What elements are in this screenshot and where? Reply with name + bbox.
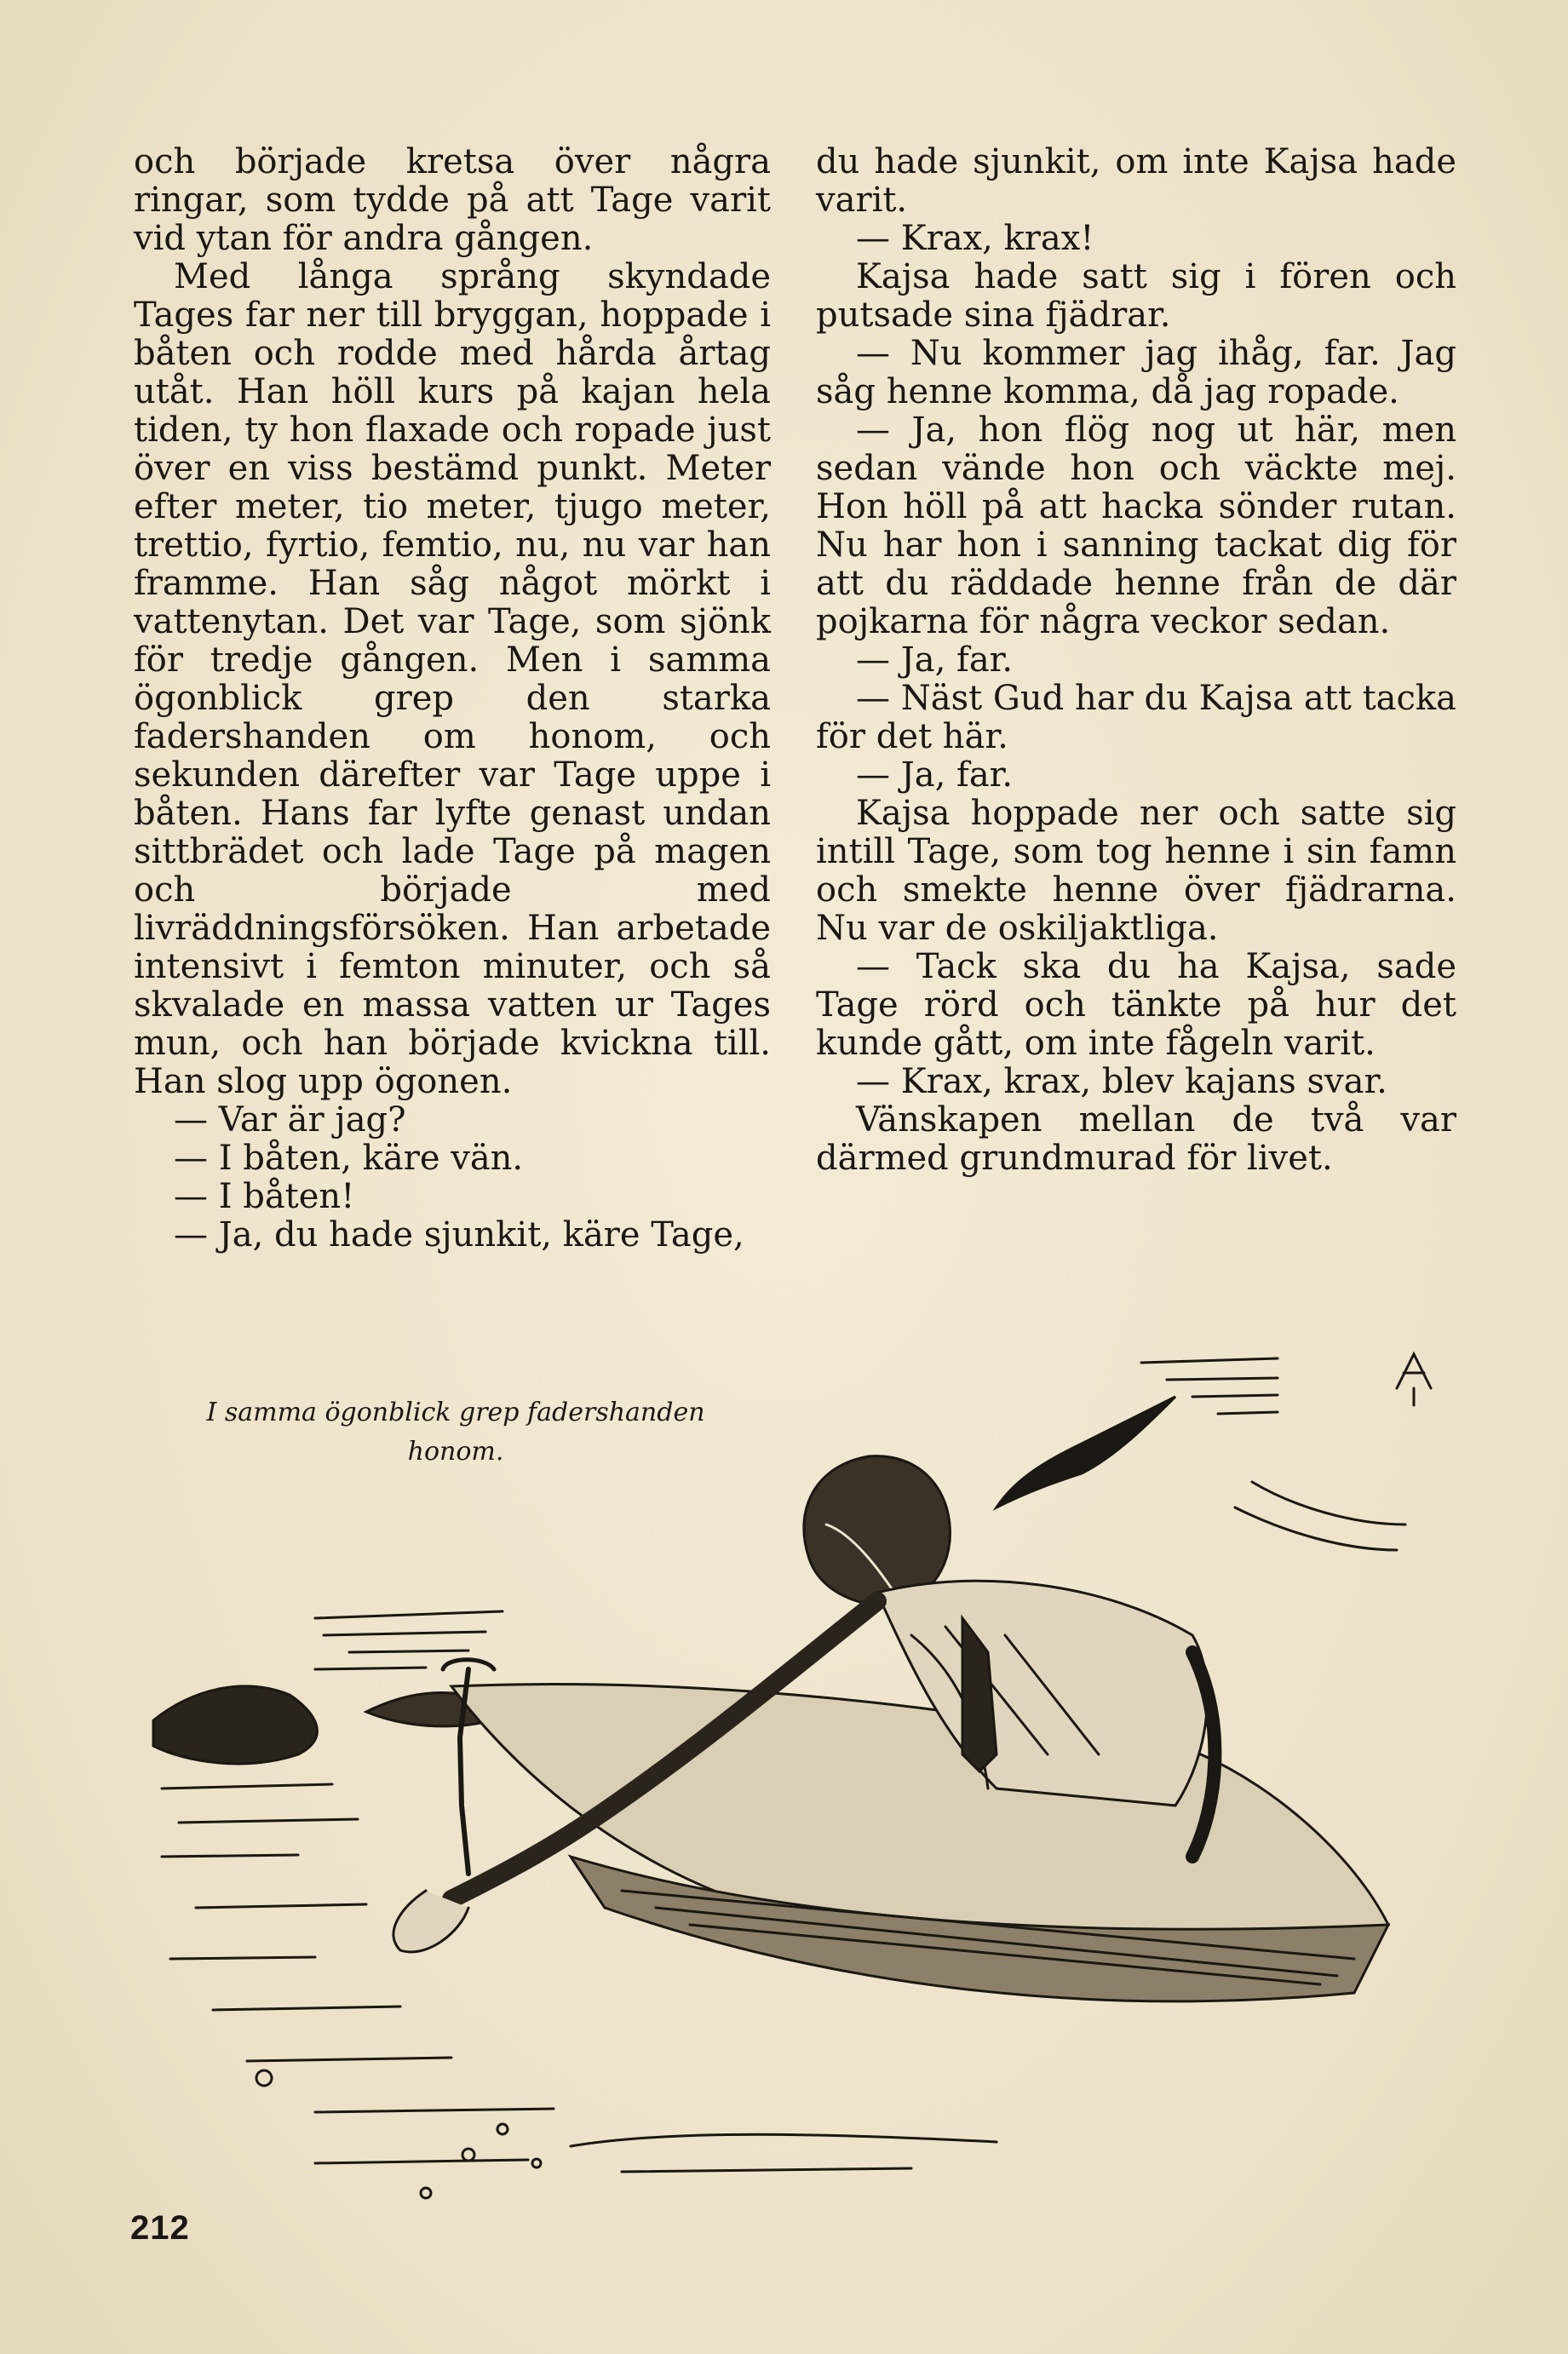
water-lines <box>162 1784 554 2112</box>
bubble <box>462 2149 474 2161</box>
left-text-column <box>134 143 771 1255</box>
dialogue-line: — I båten! <box>174 1177 355 1216</box>
artist-signature <box>1397 1354 1431 1405</box>
bird-kajsa <box>997 1397 1175 1507</box>
dialogue-line: — Ja, far. <box>856 640 1014 680</box>
dialogue-line: — Ja, hon flög nog ut här, men sedan vände hon och väckte mej. Hon höll på att hacka sönder rutan. Nu har hon i sanning tackat dig för att du räddade henne från de där pojkarna för några veckor sedan. <box>816 411 1456 641</box>
bubble <box>532 2159 541 2167</box>
shore-rock <box>153 1686 317 1764</box>
paragraph: Vänskapen mellan de två var därmed grundmurad för livet. <box>816 1100 1456 1178</box>
paragraph: Med långa språng skyndade Tages far ner till bryggan, hoppade i båten och rodde med hårda årtag utåt. Han höll kurs på kajan hela tiden, ty hon flaxade och ropade just över en viss bestämd punkt. Meter efter meter, tio meter, tjugo meter, trettio, fyrtio, femtio, nu, nu var han framme. Han såg något mörkt i vattenytan. Det var Tage, som sjönk för tredje gången. Men i samma ögonblick grep den starka fadershanden om honom, och sekunden därefter var Tage uppe i båten. Hans far lyfte genast undan sittbrädet och lade Tage på magen och började med livräddningsförsöken. Han arbetade intensivt i femton minuter, och så skvalade en massa vatten ur Tages mun, och han började kvickna till. Han slog upp ögonen. <box>134 257 771 1101</box>
dialogue-line: — Näst Gud har du Kajsa att tacka för det här. <box>816 679 1456 756</box>
bubble <box>256 2070 272 2086</box>
dialogue-line: — I båten, käre vän. <box>174 1139 524 1178</box>
dialogue-line: — Ja, du hade sjunkit, käre Tage, <box>174 1215 744 1255</box>
dialogue-line: — Krax, krax, blev kajans svar. <box>856 1062 1387 1101</box>
dialogue-line: — Tack ska du ha Kajsa, sade Tage rörd och tänkte på hur det kunde gått, om inte fågeln varit. <box>816 947 1456 1063</box>
paragraph: och började kretsa över några ringar, som tydde på att Tage varit vid ytan för andra gången. <box>134 142 771 258</box>
paragraph: Kajsa hade satt sig i fören och putsade sina fjädrar. <box>816 257 1456 335</box>
dialogue-line: — Krax, krax! <box>856 219 1094 258</box>
dialogue-line: — Var är jag? <box>174 1100 406 1140</box>
right-text-column <box>816 143 1456 1178</box>
dialogue-line: — Nu kommer jag ihåg, far. Jag såg henne komma, då jag ropade. <box>816 334 1456 411</box>
illustration-caption: I samma ögonblick grep fadershanden honom. <box>206 1398 705 1467</box>
sky-lines <box>1235 1482 1405 1550</box>
paragraph: du hade sjunkit, om inte Kajsa hade varit. <box>816 142 1456 220</box>
bubble <box>497 2124 508 2134</box>
page-number: 212 <box>130 2209 190 2247</box>
bubble <box>421 2188 431 2198</box>
dialogue-line: — Ja, far. <box>856 755 1014 795</box>
water-lines-lower <box>315 2134 997 2172</box>
paragraph: Kajsa hoppade ner och satte sig intill Tage, som tog henne i sin famn och smekte henne över fjädrarna. Nu var de oskiljaktliga. <box>816 794 1456 948</box>
